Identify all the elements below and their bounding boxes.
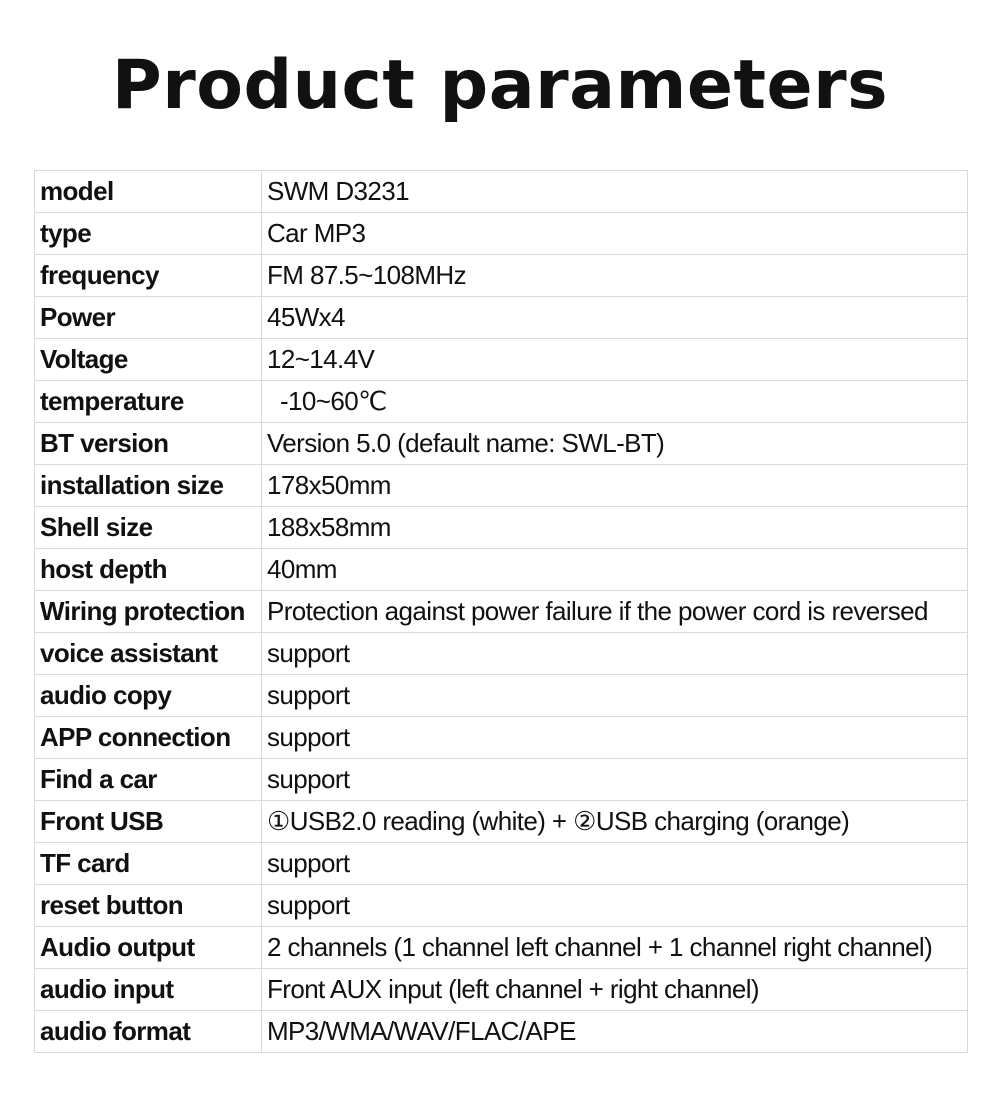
parameter-value: 45Wx4 [262,297,968,339]
parameter-value: 188x58mm [262,507,968,549]
table-row [35,255,968,297]
parameter-name: Voltage [35,339,262,381]
parameter-value: FM 87.5~108MHz [262,255,968,297]
page-title: Product parameters [111,46,889,125]
table-row [35,801,968,843]
table-row [35,969,968,1011]
parameter-name: Shell size [35,507,262,549]
table-row [35,759,968,801]
table-row [35,423,968,465]
parameter-value: support [262,759,968,801]
parameter-value: support [262,843,968,885]
parameter-value: support [262,885,968,927]
parameter-value: Car MP3 [262,213,968,255]
parameter-name: model [35,171,262,213]
parameter-value: 178x50mm [262,465,968,507]
parameter-name: Audio output [35,927,262,969]
parameter-value: -10~60℃ [262,381,968,423]
table-row [35,591,968,633]
parameter-name: host depth [35,549,262,591]
parameter-name: Find a car [35,759,262,801]
parameters-table [34,170,968,1053]
table-row [35,633,968,675]
parameter-value: SWM D3231 [262,171,968,213]
parameter-name: installation size [35,465,262,507]
parameter-name: voice assistant [35,633,262,675]
parameter-value: ①USB2.0 reading (white) + ②USB charging (orange) [262,801,968,843]
parameter-name: TF card [35,843,262,885]
table-row [35,717,968,759]
table-row [35,171,968,213]
table-row [35,927,968,969]
table-row [35,339,968,381]
parameter-name: audio copy [35,675,262,717]
table-row [35,507,968,549]
parameter-name: APP connection [35,717,262,759]
parameter-name: Wiring protection [35,591,262,633]
parameter-name: type [35,213,262,255]
parameter-value: MP3/WMA/WAV/FLAC/APE [262,1011,968,1053]
table-row [35,549,968,591]
parameter-name: temperature [35,381,262,423]
parameter-value: Protection against power failure if the power cord is reversed [262,591,968,633]
table-row [35,675,968,717]
parameter-value: 2 channels (1 channel left channel + 1 channel right channel) [262,927,968,969]
parameter-name: audio format [35,1011,262,1053]
table-row [35,1011,968,1053]
parameter-name: frequency [35,255,262,297]
parameter-value: Version 5.0 (default name: SWL-BT) [262,423,968,465]
parameter-value: support [262,717,968,759]
table-row [35,465,968,507]
table-row [35,213,968,255]
parameter-name: audio input [35,969,262,1011]
parameter-value: Front AUX input (left channel + right channel) [262,969,968,1011]
parameter-value: support [262,633,968,675]
parameter-name: BT version [35,423,262,465]
parameter-value: 12~14.4V [262,339,968,381]
table-row [35,843,968,885]
parameter-name: reset button [35,885,262,927]
table-row [35,297,968,339]
parameter-value: support [262,675,968,717]
table-row [35,381,968,423]
parameter-name: Power [35,297,262,339]
parameter-name: Front USB [35,801,262,843]
parameter-value: 40mm [262,549,968,591]
table-row [35,885,968,927]
